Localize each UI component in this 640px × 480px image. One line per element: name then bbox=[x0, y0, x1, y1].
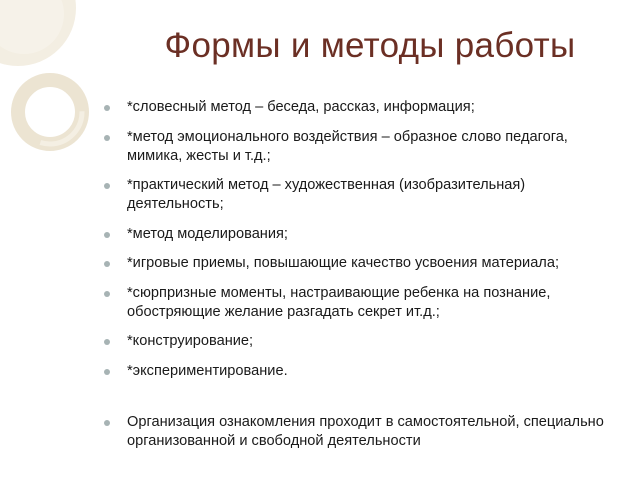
list-item bbox=[102, 284, 622, 322]
list-item bbox=[102, 225, 622, 244]
bullet-icon bbox=[104, 105, 110, 111]
list-item-text: *метод моделирования; bbox=[127, 225, 288, 242]
list-item bbox=[102, 254, 622, 273]
list-item bbox=[102, 413, 622, 451]
list-item-text: *конструирование; bbox=[127, 333, 254, 349]
list-item-text: *игровые приемы, повышающие качество усвоения материала; bbox=[127, 255, 559, 271]
bullet-icon bbox=[104, 232, 110, 238]
list-item-text: *словесный метод – беседа, рассказ, информация; bbox=[127, 99, 475, 115]
slide-title: Формы и методы работы bbox=[164, 26, 576, 65]
list-item-text: *метод эмоционального воздействия – образное слово педагога, мимика, жесты и т.д.; bbox=[127, 128, 568, 164]
list-item bbox=[102, 176, 622, 214]
list-item bbox=[102, 362, 622, 381]
bullet-icon bbox=[104, 369, 110, 375]
bullet-icon bbox=[104, 339, 110, 345]
bullet-icon bbox=[104, 291, 110, 297]
list-item bbox=[102, 128, 622, 166]
list-item bbox=[102, 98, 622, 117]
list-item bbox=[102, 332, 622, 351]
bullet-icon bbox=[104, 135, 110, 141]
list-item-text: *практический метод – художественная (изобразительная) деятельность; bbox=[127, 177, 526, 212]
list-item-text: Организация ознакомления проходит в самостоятельной, специально организованной и свободной деятельности bbox=[127, 413, 604, 449]
bullet-icon bbox=[104, 420, 110, 426]
list-item-text: *сюрпризные моменты, настраивающие ребенка на познание, обостряющие желание разгадать секрет ит.д.; bbox=[127, 284, 551, 320]
bullet-icon bbox=[104, 183, 110, 189]
methods-list bbox=[102, 98, 622, 461]
list-item-text: *экспериментирование. bbox=[127, 362, 288, 379]
bullet-icon bbox=[104, 261, 110, 267]
